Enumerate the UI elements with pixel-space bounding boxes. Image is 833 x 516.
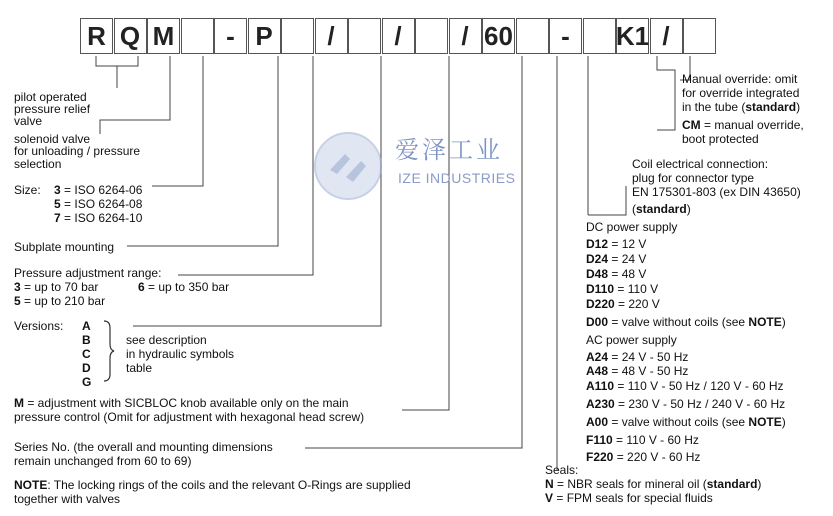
seals-title: Seals: [545,463,579,477]
versions-desc-2: in hydraulic symbols [126,347,235,361]
cm-line-2: boot protected [682,132,759,146]
series-line-2: remain unchanged from 60 to 69) [14,454,192,468]
dc-item-d24: D24 = 24 V [586,252,647,266]
code-box-10: / [382,18,415,54]
dc-item-d00: D00 = valve without coils (see NOTE) [586,315,786,329]
ac-item-a230: A230 = 230 V - 50 Hz / 240 V - 60 Hz [586,397,786,411]
dc-item-d48: D48 = 48 V [586,267,647,281]
versions-brace [100,320,116,382]
pilot-line-1: pilot operated [14,90,87,104]
versions-desc-3: table [126,361,153,375]
pressure-item-6: 6 = up to 350 bar [138,280,230,294]
ac-item-f220: F220 = 220 V - 60 Hz [586,450,701,464]
watermark-english: IZE INDUSTRIES [398,170,516,186]
code-box-1: R [80,18,113,54]
coil-standard: (standard) [632,202,691,216]
pressure-item-3: 3 = up to 70 bar [14,280,99,294]
subplate-mounting: Subplate mounting [14,240,115,254]
version-c: C [82,347,91,361]
size-item-7: 7 = ISO 6264-10 [54,211,143,225]
ac-item-a48: A48 = 48 V - 50 Hz [586,364,689,378]
ac-item-a24: A24 = 24 V - 50 Hz [586,350,689,364]
solenoid-line-1: solenoid valve [14,132,91,146]
code-box-5: - [214,18,247,54]
size-label: Size: [14,183,41,197]
manual-line-3: in the tube (standard) [682,100,801,114]
versions-label: Versions: [14,319,64,333]
code-box-17: K1 [616,18,649,54]
m-adjust-line-1: M = adjustment with SICBLOC knob available only on the main [14,396,349,410]
cm-line-1: CM = manual override, [682,118,804,132]
versions-desc-1: see description [126,333,207,347]
code-box-18: / [650,18,683,54]
version-b: B [82,333,91,347]
coil-line-2: plug for connector type [632,171,755,185]
ac-item-f110: F110 = 110 V - 60 Hz [586,433,699,447]
coil-line-3: EN 175301-803 (ex DIN 43650) [632,185,801,199]
manual-line-1: Manual override: omit [682,72,798,86]
size-item-3: 3 = ISO 6264-06 [54,183,143,197]
pilot-line-3: valve [14,114,43,128]
code-box-15: - [549,18,582,54]
code-box-12: / [449,18,482,54]
pressure-item-5: 5 = up to 210 bar [14,294,106,308]
series-line-1: Series No. (the overall and mounting dimensions [14,440,273,454]
code-box-3: M [147,18,180,54]
pressure-title: Pressure adjustment range: [14,266,162,280]
ac-item-a00: A00 = valve without coils (see NOTE) [586,415,786,429]
dc-title: DC power supply [586,220,678,234]
note-line-1: NOTE: The locking rings of the coils and the relevant O-Rings are supplied [14,478,411,492]
version-g: G [82,375,92,389]
ize-logo-icon [312,130,384,204]
watermark-chinese: 爱泽工业 [395,136,503,164]
code-box-13: 60 [482,18,515,54]
code-box-8: / [315,18,348,54]
note-line-2: together with valves [14,492,121,506]
solenoid-line-3: selection [14,157,62,171]
pilot-line-2: pressure relief [14,102,91,116]
version-a: A [82,319,91,333]
m-adjust-line-2: pressure control (Omit for adjustment with hexagonal head screw) [14,410,365,424]
code-box-6: P [248,18,281,54]
seals-item-v: V = FPM seals for special fluids [545,491,713,505]
seals-item-n: N = NBR seals for mineral oil (standard) [545,477,762,491]
solenoid-line-2: for unloading / pressure [14,144,141,158]
code-box-2: Q [114,18,147,54]
ac-item-a110: A110 = 110 V - 50 Hz / 120 V - 60 Hz [586,379,784,393]
dc-item-d12: D12 = 12 V [586,237,647,251]
dc-item-d220: D220 = 220 V [586,297,660,311]
manual-line-2: for override integrated [682,86,800,100]
size-item-5: 5 = ISO 6264-08 [54,197,143,211]
coil-line-1: Coil electrical connection: [632,157,769,171]
ac-title: AC power supply [586,333,677,347]
version-d: D [82,361,91,375]
dc-item-d110: D110 = 110 V [586,282,659,296]
